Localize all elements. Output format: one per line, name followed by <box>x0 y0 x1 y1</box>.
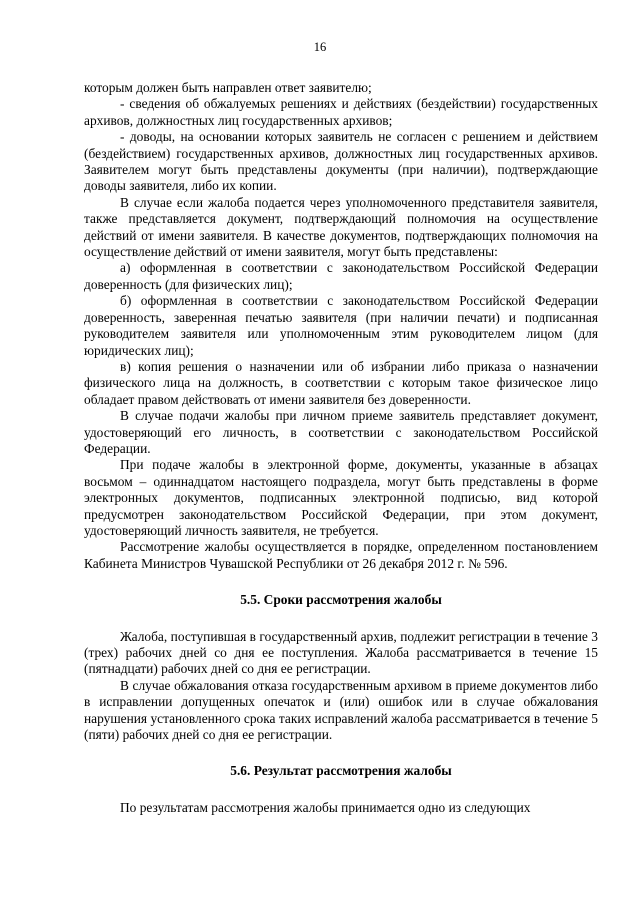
section-heading-5-6: 5.6. Результат рассмотрения жалобы <box>230 763 452 779</box>
paragraph: в) копия решения о назначении или об избрании либо приказа о назначении физического лица на должность, в соответствии с которым такое физическое лицо обладает правом действовать от имени заявителя без доверенности. <box>84 358 598 407</box>
paragraph: В случае подачи жалобы при личном приеме заявитель представляет документ, удостоверяющий его личность, в соответствии с законодательством Российской Федерации. <box>84 408 598 456</box>
paragraph: а) оформленная в соответствии с законодательством Российской Федерации доверенность (для физических лиц); <box>84 260 598 292</box>
paragraph: Жалоба, поступившая в государственный архив, подлежит регистрации в течение 3 (трех) рабочих дней со дня ее поступления. Жалоба рассматривается в течение 15 (пятнадцати) рабочих дней со дня ее регистрации. <box>84 628 598 677</box>
paragraph: которым должен быть направлен ответ заявителю; <box>84 80 372 95</box>
paragraph: б) оформленная в соответствии с законодательством Российской Федерации доверенность, заверенная печатью заявителя (при наличии печати) и подписанная руководителем заявителя или уполномоченным этим руководителем лицом (для юридических лиц); <box>84 293 598 358</box>
paragraph: Рассмотрение жалобы осуществляется в порядке, определенном постановлением Кабинета Министров Чувашской Республики от 26 декабря 2012 г. № 596. <box>84 539 598 571</box>
document-body <box>84 80 598 816</box>
paragraph: - сведения об обжалуемых решениях и действиях (бездействии) государственных архивов, должностных лиц государственных архивов; <box>84 96 598 128</box>
section-heading-5-5: 5.5. Сроки рассмотрения жалобы <box>240 592 442 608</box>
paragraph: В случае обжалования отказа государственным архивом в приеме документов либо в исправлении допущенных опечаток и (или) ошибок или в случае обжалования нарушения установленного срока таких исправлений жалоба рассматривается в течение 5 (пяти) рабочих дней со дня ее регистрации. <box>84 677 598 743</box>
paragraph: При подаче жалобы в электронной форме, документы, указанные в абзацах восьмом – одиннадцатом настоящего подраздела, могут быть представлены в форме электронных документов, подписанных электронной подписью, вид которой предусмотрен законодательством Российской Федерации, при этом документ, удостоверяющий личность заявителя, не требуется. <box>84 457 598 538</box>
page-number: 16 <box>313 40 327 54</box>
paragraph: В случае если жалоба подается через уполномоченного представителя заявителя, также представляется документ, подтверждающий полномочия на осуществление действий от имени заявителя. В качестве документов, подтверждающих полномочия на осуществление действий от имени заявителя, могут быть представлены: <box>84 194 598 260</box>
paragraph: По результатам рассмотрения жалобы принимается одно из следующих <box>120 799 531 815</box>
paragraph: - доводы, на основании которых заявитель не согласен с решением и действием (бездействием) государственных архивов, должностных лиц государственных архивов. Заявителем могут быть представлены документы (при наличии), подтверждающие доводы заявителя, либо их копии. <box>84 129 598 194</box>
